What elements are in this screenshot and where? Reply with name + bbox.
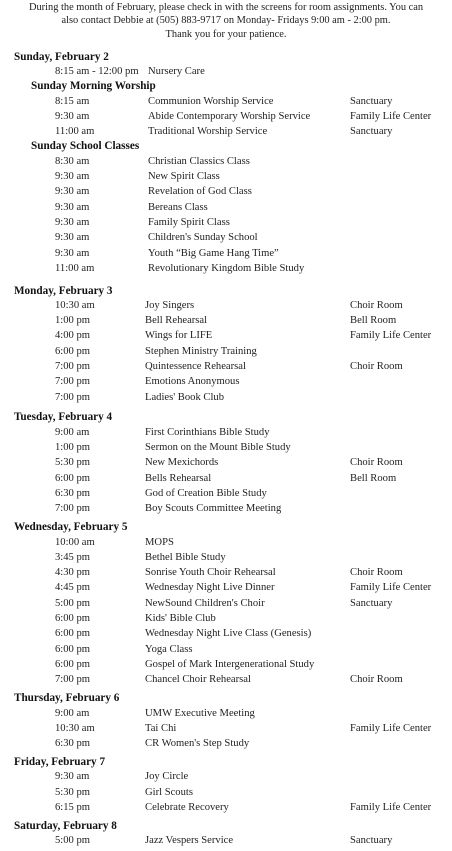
- schedule-row: [0, 644, 452, 659]
- schedule-row: [0, 659, 452, 674]
- schedule-row: [0, 66, 452, 81]
- event-name: Jazz Vespers Service: [145, 835, 234, 846]
- schedule-row: [0, 217, 452, 232]
- schedule-row: [0, 156, 452, 171]
- event-time: 4:45 pm: [55, 582, 91, 593]
- event-time: 9:30 am: [55, 217, 90, 228]
- schedule-row: [0, 315, 452, 330]
- event-name: Wednesday Night Live Dinner: [145, 582, 275, 593]
- schedule-row: [0, 96, 452, 111]
- event-name: Bells Rehearsal: [145, 473, 212, 484]
- event-room: Choir Room: [350, 674, 403, 685]
- event-name: Wednesday Night Live Class (Genesis): [145, 628, 312, 639]
- event-name: Yoga Class: [145, 644, 193, 655]
- schedule-row: [0, 361, 452, 376]
- event-name: Children's Sunday School: [148, 232, 258, 243]
- event-time: 7:00 pm: [55, 361, 91, 372]
- event-time: 6:00 pm: [55, 473, 91, 484]
- event-room: Sanctuary: [350, 835, 393, 846]
- event-time: 10:30 am: [55, 300, 95, 311]
- event-room: Sanctuary: [350, 598, 393, 609]
- event-time: 7:00 pm: [55, 376, 91, 387]
- event-name: Bethel Bible Study: [145, 552, 226, 563]
- schedule-row: [0, 111, 452, 126]
- event-room: Family Life Center: [350, 111, 432, 122]
- event-name: Christian Classics Class: [148, 156, 250, 167]
- schedule-row: [0, 738, 452, 753]
- event-name: New Mexichords: [145, 457, 219, 468]
- event-time: 6:30 pm: [55, 738, 91, 749]
- event-name: Family Spirit Class: [148, 217, 230, 228]
- schedule-row: [0, 708, 452, 723]
- schedule-row: [0, 442, 452, 457]
- event-time: 5:00 pm: [55, 835, 91, 846]
- event-time: 9:30 am: [55, 248, 90, 259]
- event-time: 8:30 am: [55, 156, 90, 167]
- event-time: 6:00 pm: [55, 628, 91, 639]
- event-time: 9:00 am: [55, 427, 90, 438]
- event-time: 9:30 am: [55, 111, 90, 122]
- event-time: 6:15 pm: [55, 802, 91, 813]
- schedule-row: [0, 598, 452, 613]
- schedule-row: [0, 537, 452, 552]
- schedule-row: [0, 300, 452, 315]
- intro-line: also contact Debbie at (505) 883-9717 on Monday- Fridays 9:00 am - 2:00 pm.: [61, 15, 391, 26]
- event-name: God of Creation Bible Study: [145, 488, 267, 499]
- schedule-row: [0, 628, 452, 643]
- event-time: 8:15 am: [55, 96, 90, 107]
- event-room: Bell Room: [350, 473, 397, 484]
- schedule-row: [0, 248, 452, 263]
- schedule-row: [0, 835, 452, 850]
- day-heading: Sunday, February 2: [14, 51, 109, 63]
- event-name: Joy Singers: [145, 300, 195, 311]
- event-time: 7:00 pm: [55, 503, 91, 514]
- schedule-row: [0, 126, 452, 141]
- event-name: Sonrise Youth Choir Rehearsal: [145, 567, 276, 578]
- schedule-row: [0, 488, 452, 503]
- schedule-row: [0, 787, 452, 802]
- event-name: Celebrate Recovery: [145, 802, 229, 813]
- event-time: 1:00 pm: [55, 442, 91, 453]
- schedule-row: [0, 503, 452, 518]
- event-name: Girl Scouts: [145, 787, 193, 798]
- event-time: 8:15 am - 12:00 pm: [55, 66, 139, 77]
- event-room: Choir Room: [350, 457, 403, 468]
- schedule-row: [0, 771, 452, 786]
- schedule-row: [0, 171, 452, 186]
- event-name: UMW Executive Meeting: [145, 708, 255, 719]
- event-time: 6:00 pm: [55, 346, 91, 357]
- event-name: Revelation of God Class: [148, 186, 252, 197]
- event-time: 11:00 am: [55, 126, 95, 137]
- event-name: New Spirit Class: [148, 171, 220, 182]
- event-name: Boy Scouts Committee Meeting: [145, 503, 282, 514]
- event-room: Bell Room: [350, 315, 397, 326]
- schedule-row: [0, 330, 452, 345]
- schedule-row: [0, 802, 452, 817]
- schedule-row: [0, 427, 452, 442]
- event-time: 9:30 am: [55, 771, 90, 782]
- event-name: Bereans Class: [148, 202, 208, 213]
- event-time: 7:00 pm: [55, 392, 91, 403]
- event-time: 10:30 am: [55, 723, 95, 734]
- event-room: Sanctuary: [350, 126, 393, 137]
- intro-line: During the month of February, please check in with the screens for room assignments. You can: [28, 2, 424, 13]
- event-time: 3:45 pm: [55, 552, 91, 563]
- event-name: Bell Rehearsal: [145, 315, 208, 326]
- schedule-row: [0, 473, 452, 488]
- event-time: 10:00 am: [55, 537, 95, 548]
- section-heading: Sunday School Classes: [31, 140, 140, 152]
- event-name: Abide Contemporary Worship Service: [148, 111, 311, 122]
- event-name: NewSound Children's Choir: [145, 598, 265, 609]
- schedule-row: [0, 674, 452, 689]
- event-name: Stephen Ministry Training: [145, 346, 257, 357]
- schedule-row: [0, 202, 452, 217]
- day-heading: Tuesday, February 4: [14, 411, 113, 423]
- schedule-row: [0, 582, 452, 597]
- event-time: 5:00 pm: [55, 598, 91, 609]
- event-name: Youth “Big Game Hang Time”: [148, 248, 279, 259]
- event-name: MOPS: [145, 537, 174, 548]
- schedule-row: [0, 723, 452, 738]
- day-heading: Wednesday, February 5: [14, 521, 128, 533]
- event-name: Communion Worship Service: [148, 96, 274, 107]
- event-room: Choir Room: [350, 361, 403, 372]
- schedule-row: [0, 376, 452, 391]
- event-name: Emotions Anonymous: [145, 376, 240, 387]
- event-name: Ladies' Book Club: [145, 392, 225, 403]
- day-heading: Thursday, February 6: [14, 692, 120, 704]
- event-name: Quintessence Rehearsal: [145, 361, 246, 372]
- schedule-row: [0, 567, 452, 582]
- event-time: 5:30 pm: [55, 787, 91, 798]
- intro-line: Thank you for your patience.: [165, 29, 287, 40]
- day-heading: Friday, February 7: [14, 756, 106, 768]
- event-time: 5:30 pm: [55, 457, 91, 468]
- event-time: 4:30 pm: [55, 567, 91, 578]
- event-name: Traditional Worship Service: [148, 126, 268, 137]
- event-name: Gospel of Mark Intergenerational Study: [145, 659, 315, 670]
- schedule-row: [0, 613, 452, 628]
- event-time: 9:30 am: [55, 232, 90, 243]
- schedule-row: [0, 346, 452, 361]
- event-room: Sanctuary: [350, 96, 393, 107]
- event-time: 9:30 am: [55, 171, 90, 182]
- event-time: 9:00 am: [55, 708, 90, 719]
- day-heading: Saturday, February 8: [14, 820, 117, 832]
- event-name: Nursery Care: [148, 66, 205, 77]
- event-room: Family Life Center: [350, 330, 432, 341]
- event-name: Joy Circle: [145, 771, 189, 782]
- event-name: Tai Chi: [145, 723, 177, 734]
- event-time: 7:00 pm: [55, 674, 91, 685]
- event-room: Choir Room: [350, 567, 403, 578]
- event-name: First Corinthians Bible Study: [145, 427, 270, 438]
- event-name: Kids' Bible Club: [145, 613, 216, 624]
- event-time: 11:00 am: [55, 263, 95, 274]
- schedule-row: [0, 186, 452, 201]
- event-name: CR Women's Step Study: [145, 738, 250, 749]
- schedule-row: [0, 457, 452, 472]
- event-time: 6:00 pm: [55, 659, 91, 670]
- event-time: 6:00 pm: [55, 644, 91, 655]
- event-time: 6:00 pm: [55, 613, 91, 624]
- schedule-row: [0, 232, 452, 247]
- section-heading: Sunday Morning Worship: [31, 80, 156, 92]
- event-time: 4:00 pm: [55, 330, 91, 341]
- event-room: Family Life Center: [350, 582, 432, 593]
- event-room: Family Life Center: [350, 802, 432, 813]
- event-name: Wings for LIFE: [145, 330, 213, 341]
- schedule-row: [0, 552, 452, 567]
- event-name: Sermon on the Mount Bible Study: [145, 442, 291, 453]
- event-time: 9:30 am: [55, 186, 90, 197]
- schedule-row: [0, 263, 452, 278]
- event-time: 9:30 am: [55, 202, 90, 213]
- schedule-row: [0, 392, 452, 407]
- event-time: 6:30 pm: [55, 488, 91, 499]
- event-time: 1:00 pm: [55, 315, 91, 326]
- day-heading: Monday, February 3: [14, 285, 113, 297]
- event-name: Revolutionary Kingdom Bible Study: [148, 263, 305, 274]
- event-room: Family Life Center: [350, 723, 432, 734]
- event-name: Chancel Choir Rehearsal: [145, 674, 251, 685]
- event-room: Choir Room: [350, 300, 403, 311]
